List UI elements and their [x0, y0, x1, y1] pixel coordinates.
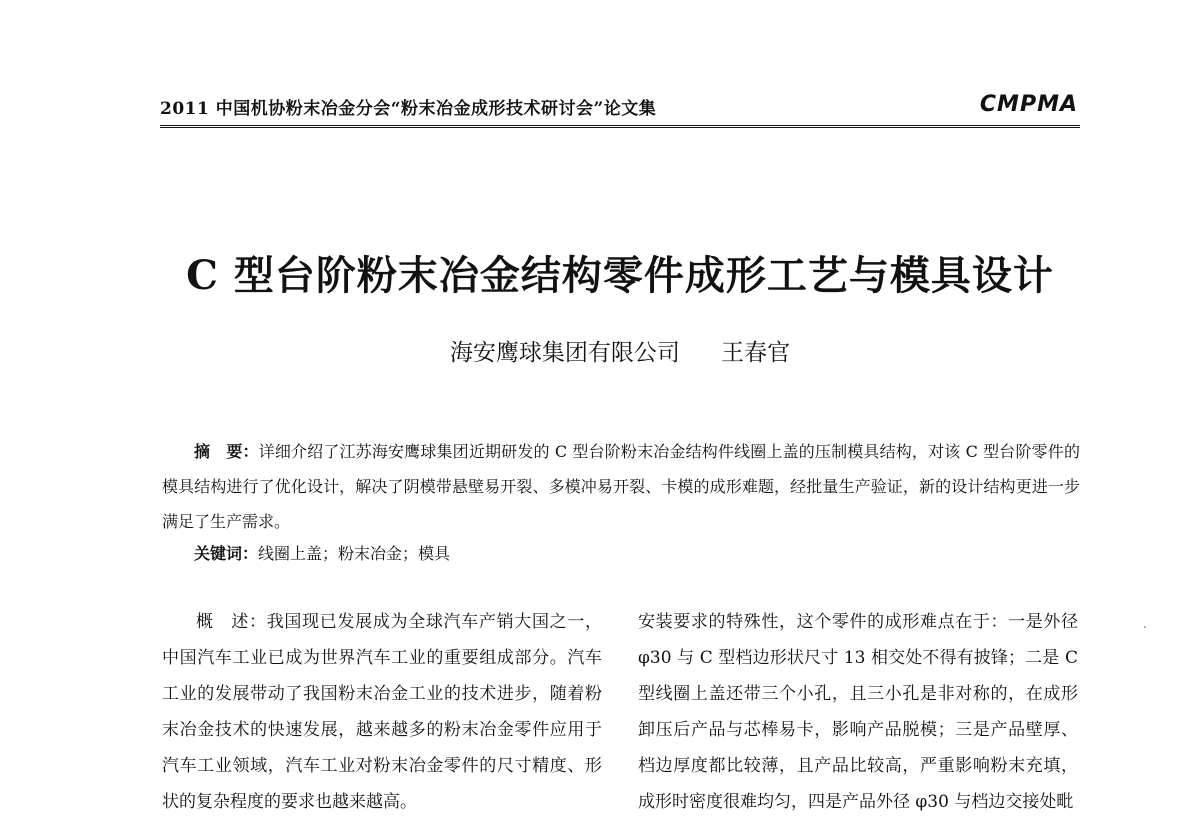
intro-text-right: 安装要求的特殊性，这个零件的成形难点在于：一是外径 φ30 与 C 型档边形状尺寸 13 相交处不得有披锋；二是 C 型线圈上盖还带三个小孔，且三小孔是非对称的，在成形卸压后产品与芯棒易卡，影响产品脱模；三是产品壁厚、档边厚度都比较薄，且产品比较高，严重影响粉末充填，成形时密度很难均匀，四是产品外径 φ30 与档边交接处毗 [638, 612, 1078, 812]
header-title: 2011 中国机协粉末冶金分会“粉末冶金成形技术研讨会”论文集 [160, 99, 657, 119]
paper-title: C 型台阶粉末冶金结构零件成形工艺与模具设计 [186, 252, 1054, 299]
body-column-right [638, 604, 1078, 820]
keywords-label: 关键词： [194, 544, 259, 563]
abstract-label: 摘 要： [194, 442, 259, 461]
running-header [160, 92, 1080, 128]
author-company: 海安鹰球集团有限公司 [449, 340, 680, 366]
scan-speck [1144, 626, 1146, 628]
keywords [162, 536, 1080, 571]
author-name: 王春官 [721, 340, 791, 366]
abstract [162, 434, 1080, 539]
intro-label: 概 述： [196, 612, 267, 632]
keywords-text: 线圈上盖；粉末冶金；模具 [258, 544, 451, 563]
body-column-left [162, 604, 602, 820]
abstract-text: 详细介绍了江苏海安鹰球集团近期研发的 C 型台阶粉末冶金结构件线圈上盖的压制模具结构，对该 C 型台阶零件的模具结构进行了优化设计，解决了阴模带悬壁易开裂、多模冲易开裂、卡模的成形难题，经批量生产验证，新的设计结构更进一步满足了生产需求。 [162, 442, 1080, 531]
cmpma-logo: CMPMA [979, 92, 1078, 117]
author-line [160, 334, 1080, 367]
intro-text-left: 我国现已发展成为全球汽车产销大国之一，中国汽车工业已成为世界汽车工业的重要组成部分。汽车工业的发展带动了我国粉末冶金工业的技术进步，随着粉末冶金技术的快速发展，越来越多的粉末冶金零件应用于汽车工业领域，汽车工业对粉末冶金零件的尺寸精度、形状的复杂程度的要求也越来越高。 [162, 612, 603, 812]
